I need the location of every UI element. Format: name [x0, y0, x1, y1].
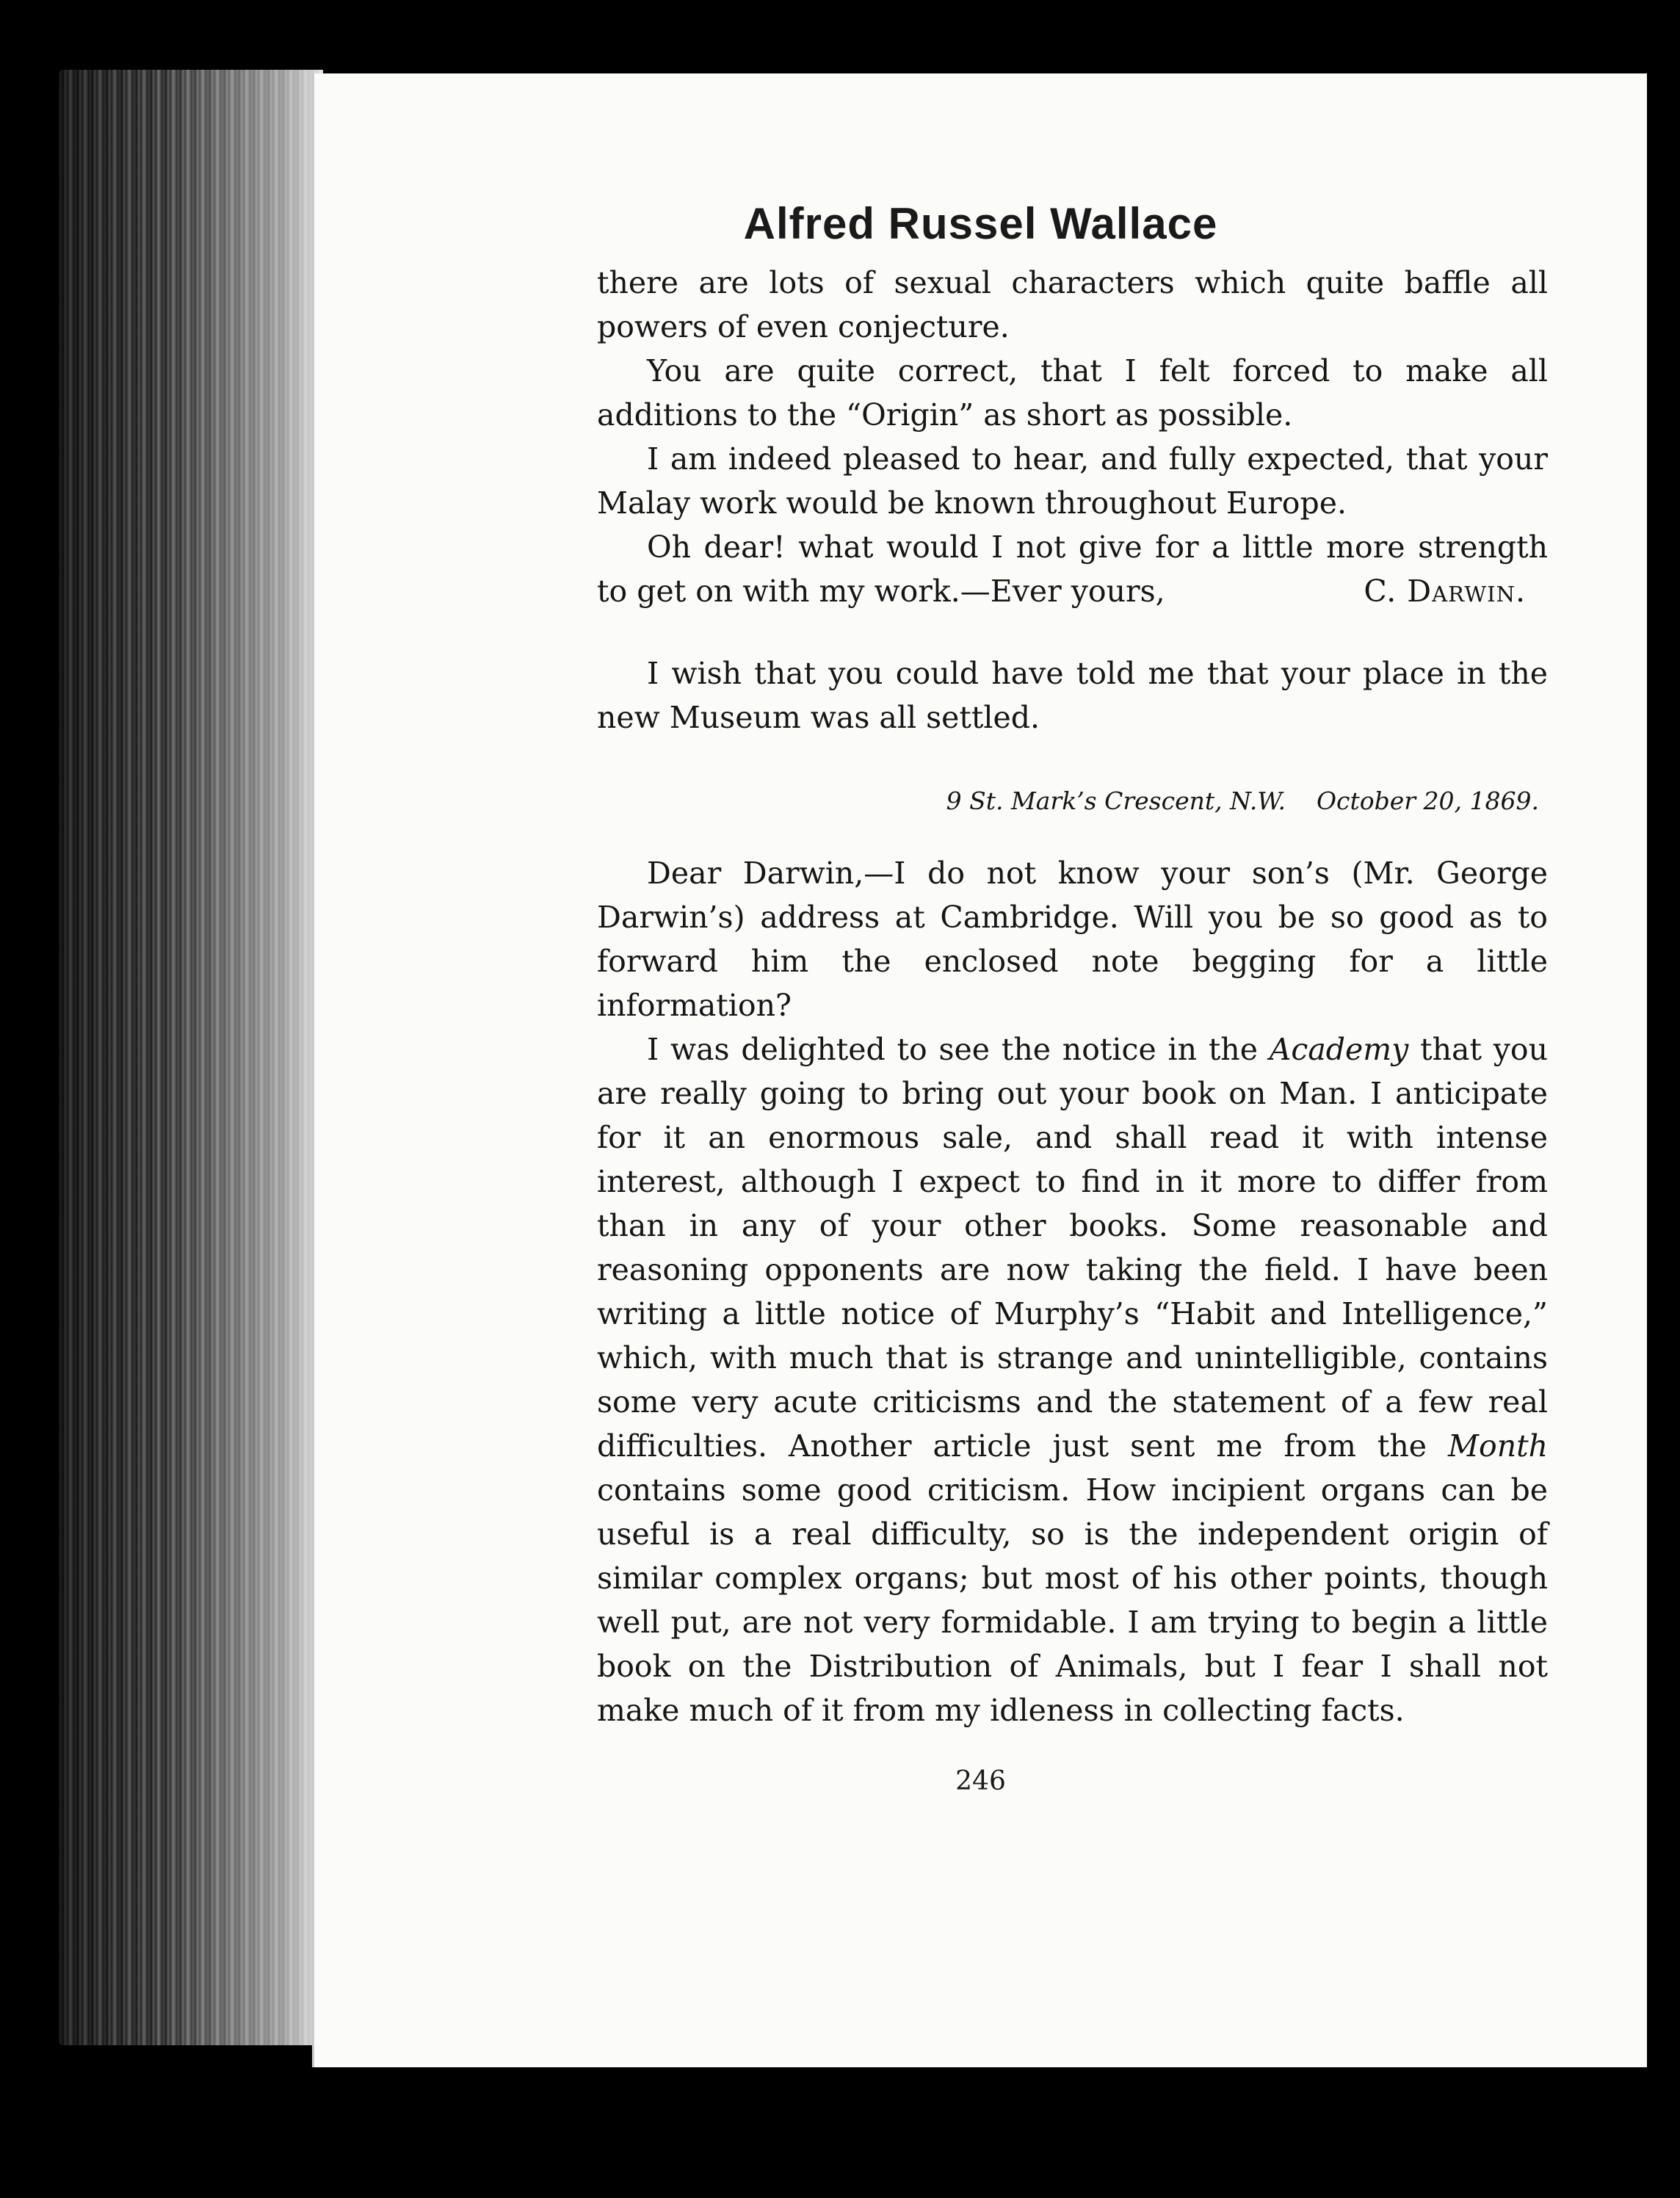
date: October 20, 1869. [1316, 787, 1539, 815]
text-run: that you are really going to bring out your book on Man. I anticipate for it an enormous sale, and shall read it with intense interest, although I expect to find in it more to differ from than in any of your other books. Some reasonable and reasoning opponents are now taking the field. I have been writing a little notice of Murphy’s “Habit and Intelligence,” which, with much that is strange and unintelligible, contains some very acute criticisms and the statement of a few real difficulties. Another article just sent me from the [597, 1032, 1548, 1464]
address: 9 St. Mark’s Crescent, N.W. [946, 787, 1286, 815]
letter1-paragraph-4 [597, 525, 1548, 613]
letter1-paragraph-1: there are lots of sexual characters which quite baffle all powers of even conjecture. [597, 265, 1548, 344]
dateline [597, 779, 1548, 823]
letter1-closing: Oh dear! what would I not give for a little more strength to get on with my work.—Ever yours, [597, 529, 1548, 609]
book-page [312, 73, 1647, 2067]
letter1-paragraph-3: I am indeed pleased to hear, and fully expected, that your Malay work would be known throughout Europe. [597, 441, 1548, 521]
spacer [597, 613, 1548, 651]
letter2-paragraph-1: Dear Darwin,—I do not know your son’s (Mr. George Darwin’s) address at Cambridge. Will you be so good as to forward him the enclosed note begging for a little information? [597, 856, 1548, 1023]
spacer [597, 823, 1548, 851]
page-body [597, 261, 1548, 1732]
periodical-title-academy: Academy [1269, 1032, 1409, 1067]
book-page-edges [59, 70, 323, 2045]
letter1-paragraph-2: You are quite correct, that I felt forced to make all additions to the “Origin” as short as possible. [597, 353, 1548, 433]
postscript: I wish that you could have told me that your place in the new Museum was all settled. [597, 656, 1548, 735]
text-run: contains some good criticism. How incipient organs can be useful is a real difficulty, so is the independent origin of similar complex organs; but most of his other points, though well put, are not very formidable. I am trying to begin a little book on the Distribution of Animals, but I fear I shall not make much of it from my idleness in collecting facts. [597, 1472, 1548, 1728]
periodical-title-month: Month [1448, 1428, 1548, 1464]
signature: C. Darwin. [1364, 574, 1526, 609]
letter2-paragraph-2 [597, 1027, 1548, 1732]
running-head: Alfred Russel Wallace [743, 199, 1218, 248]
page-number: 246 [955, 1766, 1006, 1796]
text-run: I was delighted to see the notice in the [647, 1032, 1270, 1067]
